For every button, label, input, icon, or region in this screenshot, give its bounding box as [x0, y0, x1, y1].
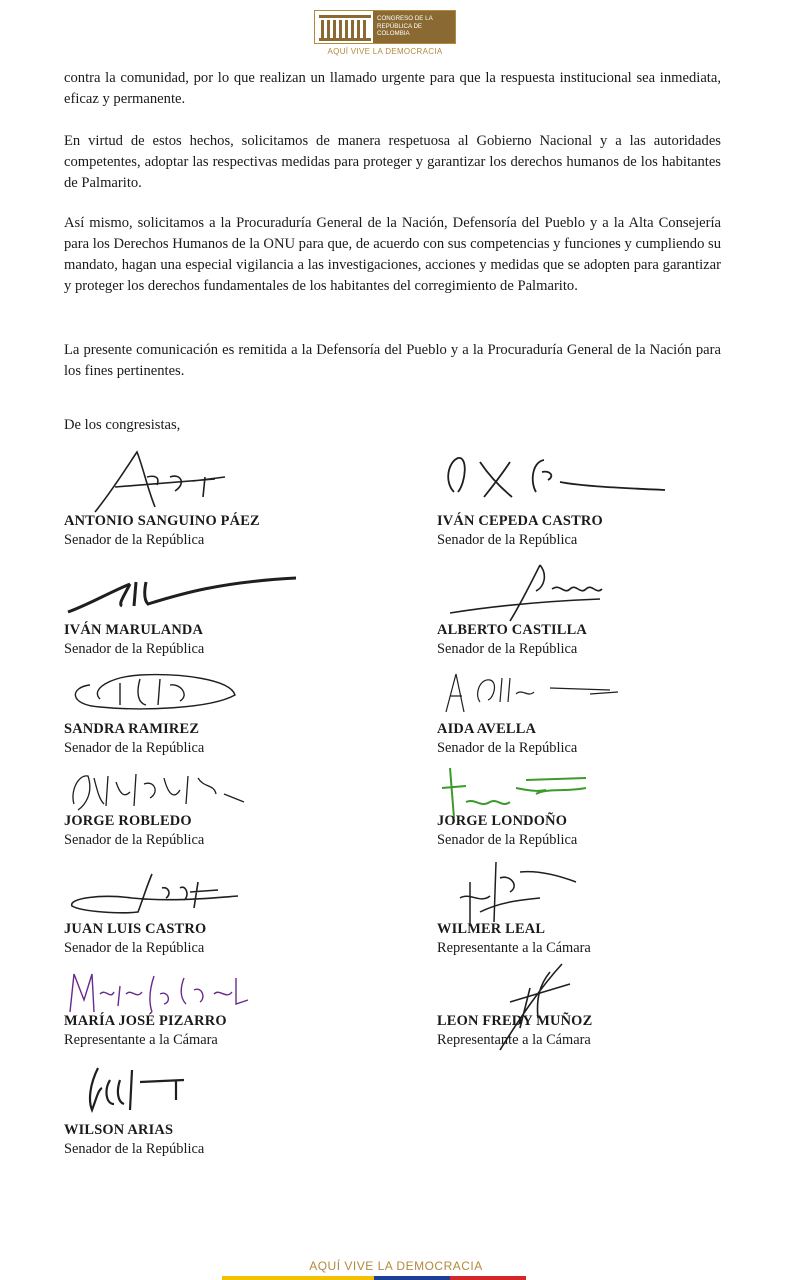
signature-ramirez — [60, 665, 240, 723]
signatory-block — [437, 512, 757, 550]
header-tagline: AQUÍ VIVE LA DEMOCRACIA — [327, 47, 443, 56]
signatory-role: Senador de la República — [64, 832, 205, 848]
logo-text: CONGRESO DE LA REPÚBLICA DE COLOMBIA — [373, 11, 455, 43]
signatory-name: JUAN LUIS CASTRO — [64, 921, 207, 937]
signatory-name: IVÁN MARULANDA — [64, 622, 204, 638]
signatory-role: Representante a la Cámara — [437, 1032, 591, 1048]
signatory-role: Senador de la República — [64, 940, 205, 956]
signatory-name: WILMER LEAL — [437, 921, 546, 937]
flag-stripe-red — [450, 1276, 526, 1280]
signatory-name: ALBERTO CASTILLA — [437, 622, 587, 638]
signature-leal — [440, 852, 580, 928]
signatory-role: Senador de la República — [64, 1141, 205, 1157]
signatory-name: IVÁN CEPEDA CASTRO — [437, 513, 603, 529]
signature-cepeda — [440, 452, 670, 507]
paragraph-3: Así mismo, solicitamos a la Procuraduría General de la Nación, Defensoría del Pueblo y a la Alta Consejería para los Derechos Humanos de la ONU para que, de acuerdo con sus competencias y funciones y cumpliendo su mandato, hagan una especial vigilancia a las investigaciones, acciones y medidas que se adopten para garantizar y proteger los derechos fundamentales de los habitantes del corregimiento de Palmarito. — [64, 215, 721, 294]
signatory-block — [437, 812, 757, 850]
paragraph-1: contra la comunidad, por lo que realizan un llamado urgente para que la respuesta institucional sea inmediata, eficaz y permanente. — [64, 70, 721, 107]
signatory-role: Senador de la República — [437, 641, 578, 657]
signature-robledo — [64, 764, 249, 816]
logo-box — [314, 10, 456, 44]
signatory-role: Representante a la Cámara — [64, 1032, 218, 1048]
signature-castro — [62, 868, 242, 918]
signature-avella — [440, 668, 630, 716]
signatory-block — [64, 720, 384, 758]
signatory-name: AIDA AVELLA — [437, 721, 537, 737]
signatory-name: LEON FREDY MUÑOZ — [437, 1013, 593, 1029]
signatory-block — [64, 621, 384, 659]
signatory-block — [64, 920, 384, 958]
flag-stripe-yellow — [222, 1276, 374, 1280]
signatory-block — [437, 621, 757, 659]
signatory-role: Senador de la República — [64, 641, 205, 657]
congress-logo — [310, 6, 460, 58]
signatory-role: Senador de la República — [64, 740, 205, 756]
signatory-role: Representante a la Cámara — [437, 940, 591, 956]
paragraph-4: La presente comunicación es remitida a la Defensoría del Pueblo y a la Procuraduría General de la Nación para los fines pertinentes. — [64, 342, 721, 379]
signatory-block — [437, 920, 757, 958]
signatory-name: JORGE LONDOÑO — [437, 813, 568, 829]
capitol-building-icon — [317, 11, 373, 43]
signature-arias — [80, 1060, 190, 1116]
signatory-name: SANDRA RAMIREZ — [64, 721, 200, 737]
signatory-block — [64, 812, 384, 850]
closing-line: De los congresistas, — [64, 417, 181, 433]
signatory-block — [64, 1012, 384, 1050]
signatory-role: Senador de la República — [437, 832, 578, 848]
signatory-name: ANTONIO SANGUINO PÁEZ — [64, 513, 260, 529]
footer-tagline: AQUÍ VIVE LA DEMOCRACIA — [309, 1259, 483, 1273]
paragraph-2: En virtud de estos hechos, solicitamos de manera respetuosa al Gobierno Nacional y a las autoridades competentes, adoptar las respectivas medidas para proteger y garantizar los derechos humanos de los habitantes de Palmarito. — [64, 133, 721, 191]
signature-sanguino — [75, 447, 245, 522]
signatory-role: Senador de la República — [437, 532, 578, 548]
signatory-name: WILSON ARIAS — [64, 1122, 174, 1138]
signatory-name: MARÍA JOSÉ PIZARRO — [64, 1013, 227, 1029]
signatory-block — [437, 720, 757, 758]
signatory-block — [64, 1121, 384, 1159]
signatory-block — [64, 512, 384, 550]
signature-marulanda — [60, 568, 300, 618]
signatory-role: Senador de la República — [64, 532, 205, 548]
flag-stripe-blue — [374, 1276, 450, 1280]
signatory-name: JORGE ROBLEDO — [64, 813, 192, 829]
signatory-role: Senador de la República — [437, 740, 578, 756]
signature-castilla — [440, 555, 620, 625]
signatory-block — [437, 1012, 757, 1050]
